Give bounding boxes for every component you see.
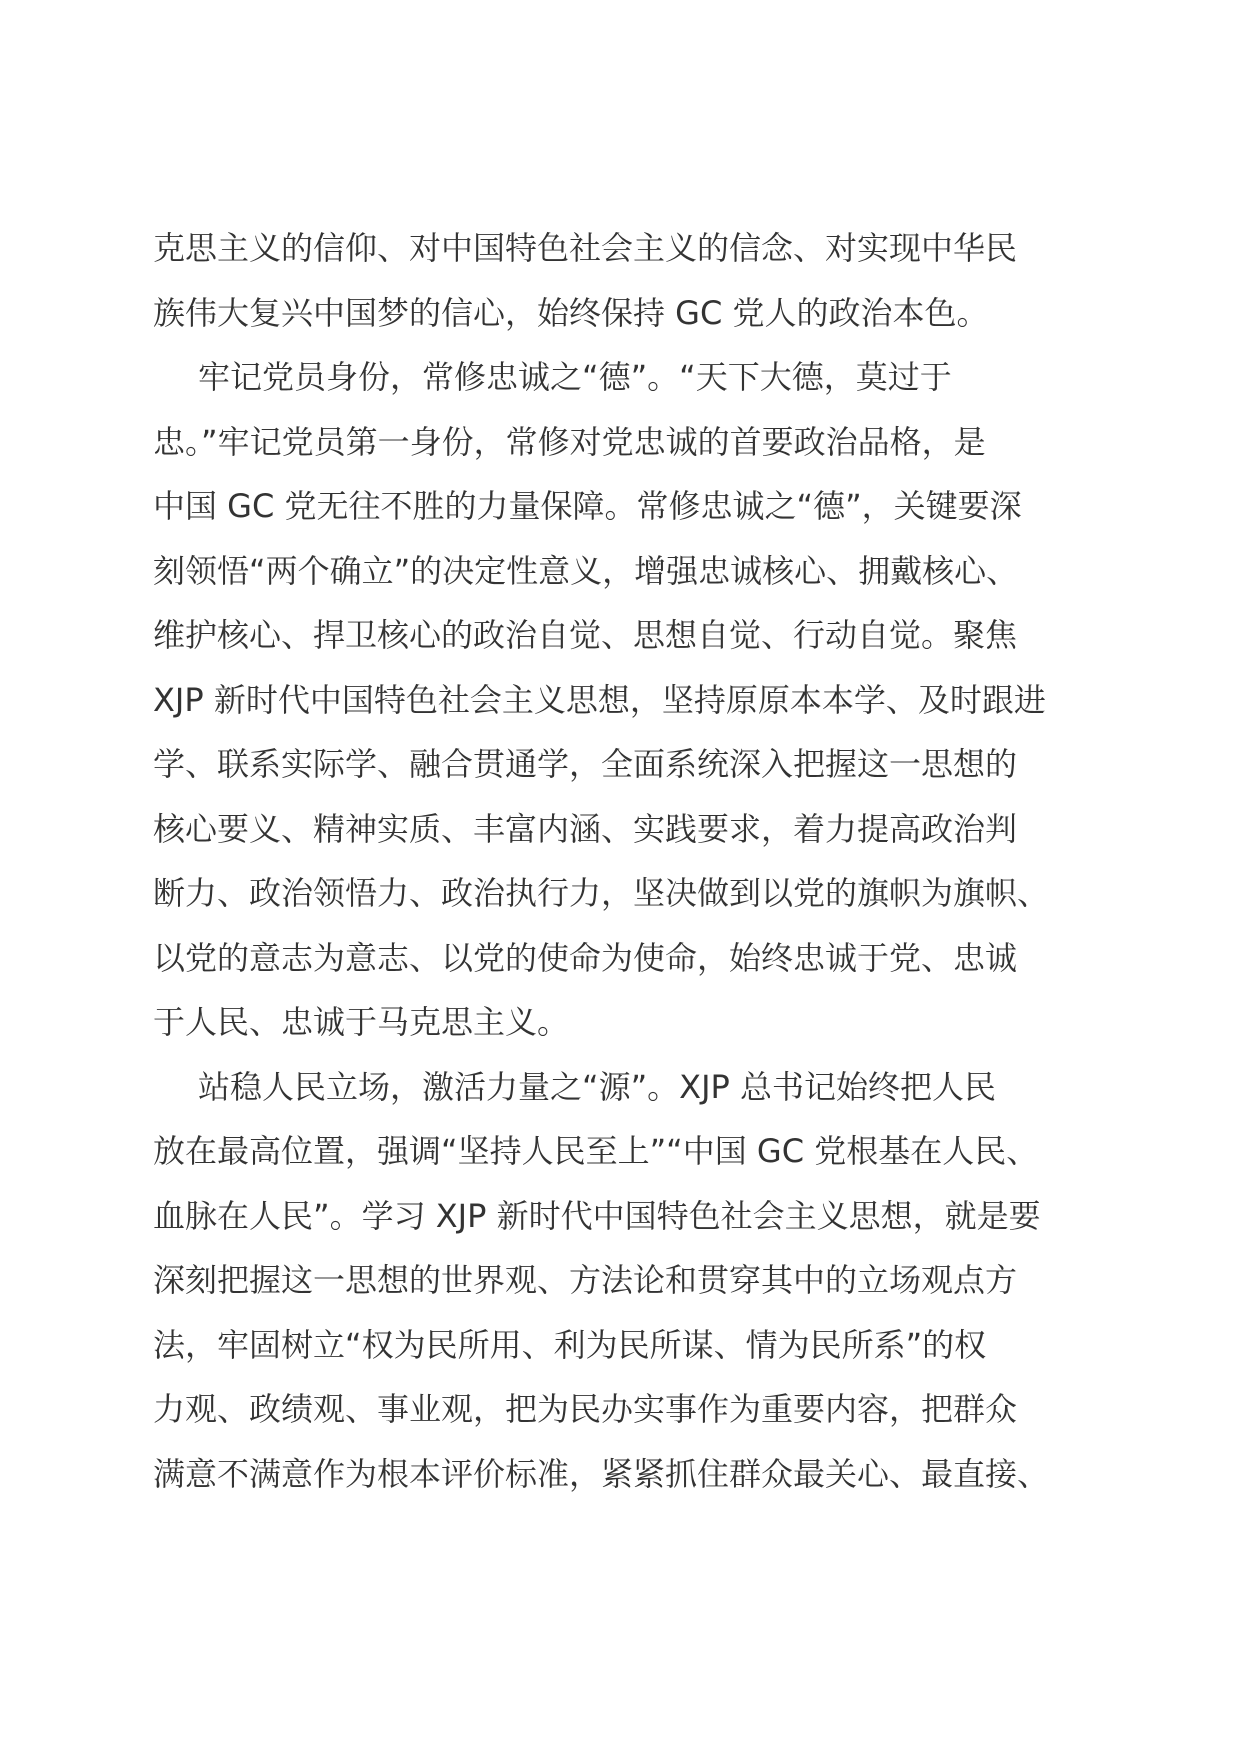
text-line: 法，牢固树立“权为民所用、利为民所谋、情为民所系”的权: [153, 1325, 987, 1364]
text-line: 以党的意志为意志、以党的使命为使命，始终忠诚于党、忠诚: [153, 938, 1018, 977]
text-line: 忠。”牢记党员第一身份，常修对党忠诚的首要政治品格，是: [153, 422, 986, 461]
text-line: 放在最高位置，强调“坚持人民至上”“中国 GC 党根基在人民、: [153, 1132, 1039, 1170]
text-line: 刻领悟“两个确立”的决定性意义，增强忠诚核心、拥戴核心、: [153, 551, 1019, 590]
text-line: 核心要义、精神实质、丰富内涵、实践要求，着力提高政治判: [153, 809, 1018, 848]
text-line: 力观、政绩观、事业观，把为民办实事作为重要内容，把群众: [153, 1390, 1018, 1428]
text-line: 断力、政治领悟力、政治执行力，坚决做到以党的旗帜为旗帜、: [153, 874, 1050, 912]
body-text: [153, 216, 1093, 1506]
text-line: 中国 GC 党无往不胜的力量保障。常修忠诚之“德”，关键要深: [153, 487, 1022, 525]
text-line: 学、联系实际学、融合贯通学，全面系统深入把握这一思想的: [153, 745, 1018, 783]
text-line: 于人民、忠诚于马克思主义。: [153, 1003, 570, 1041]
paragraph-start-line: 站稳人民立场，激活力量之“源”。XJP 总书记始终把人民: [198, 1067, 996, 1106]
text-line: 维护核心、捍卫核心的政治自觉、思想自觉、行动自觉。聚焦: [153, 616, 1018, 654]
text-line: 族伟大复兴中国梦的信心，始终保持 GC 党人的政治本色。: [153, 293, 989, 332]
text-line: 克思主义的信仰、对中国特色社会主义的信念、对实现中华民: [153, 229, 1018, 267]
text-line: 深刻把握这一思想的世界观、方法论和贯穿其中的立场观点方: [153, 1261, 1018, 1299]
text-line: 满意不满意作为根本评价标准，紧紧抓住群众最关心、最直接、: [153, 1454, 1050, 1493]
text-line: XJP 新时代中国特色社会主义思想，坚持原原本本学、及时跟进: [153, 680, 1046, 719]
text-line: 血脉在人民”。学习 XJP 新时代中国特色社会主义思想，就是要: [153, 1196, 1041, 1235]
paragraph-start-line: 牢记党员身份，常修忠诚之“德”。“天下大德，莫过于: [198, 358, 952, 396]
